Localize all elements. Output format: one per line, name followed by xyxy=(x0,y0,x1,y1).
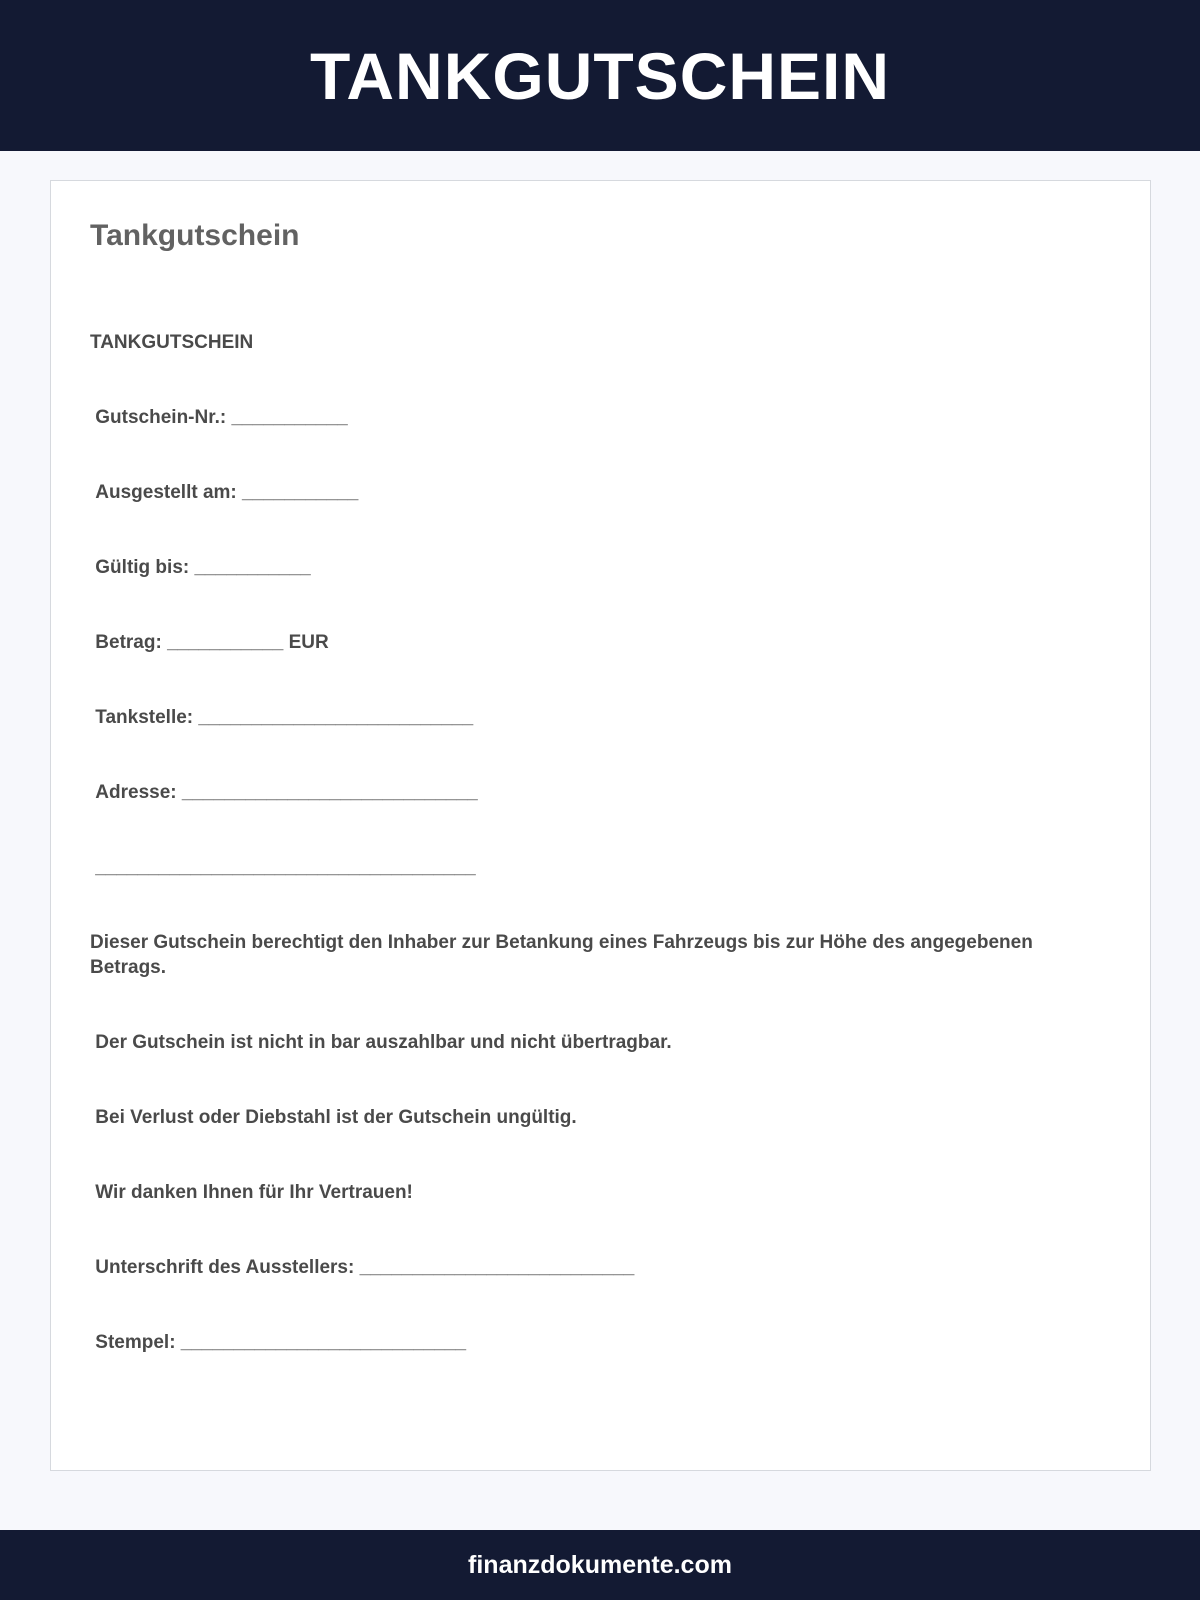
address-field: Adresse: ____________________________ xyxy=(90,782,478,803)
page-footer xyxy=(0,1530,1200,1600)
voucher-number-field: Gutschein-Nr.: ___________ xyxy=(90,407,348,428)
terms-line: Der Gutschein ist nicht in bar auszahlbar und nicht übertragbar. xyxy=(90,1032,672,1053)
gas-station-field: Tankstelle: __________________________ xyxy=(90,707,474,728)
issued-date-field: Ausgestellt am: ___________ xyxy=(90,482,359,503)
footer-site-name: finanzdokumente.com xyxy=(468,1550,732,1579)
document-title: Tankgutschein xyxy=(90,219,300,252)
page-header xyxy=(0,0,1200,151)
issuer-signature-field: Unterschrift des Ausstellers: __________________________ xyxy=(90,1257,635,1278)
thanks-line: Wir danken Ihnen für Ihr Vertrauen! xyxy=(90,1182,413,1203)
amount-field: Betrag: ___________ EUR xyxy=(90,632,329,653)
header-title: TANKGUTSCHEIN xyxy=(309,38,891,113)
stamp-field: Stempel: ___________________________ xyxy=(90,1332,467,1353)
document-body xyxy=(90,280,1100,1405)
valid-until-field: Gültig bis: ___________ xyxy=(90,557,311,578)
document-line: TANKGUTSCHEIN xyxy=(90,332,254,353)
terms-line: Bei Verlust oder Diebstahl ist der Gutschein ungültig. xyxy=(90,1107,577,1128)
document-card xyxy=(50,180,1151,1471)
address-field-second-line: ____________________________________ xyxy=(90,857,476,878)
terms-paragraph: Dieser Gutschein berechtigt den Inhaber zur Betankung eines Fahrzeugs bis zur Höhe des angegebenen Betrags. xyxy=(90,932,1039,978)
